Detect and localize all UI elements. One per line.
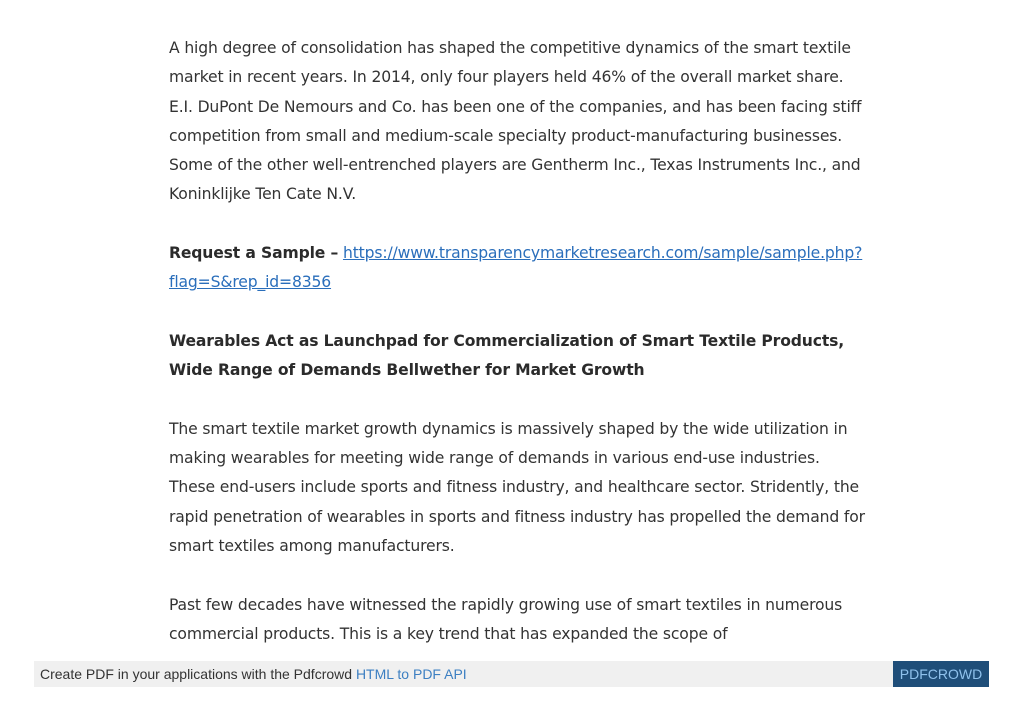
request-sample-link[interactable]: https://www.transparencymarketresearch.com/sample/sample.php?flag=S&rep_id=8356 bbox=[169, 244, 863, 292]
paragraph-wearables: The smart textile market growth dynamics is massively shaped by the wide utilization in making wearables for meeting wide range of demands in various end-use industries. These end-users include sports and fitness industry, and healthcare sector. Stridently, the rapid penetration of wearables in sports and fitness industry has propelled the demand for smart textiles among manufacturers. bbox=[169, 419, 865, 556]
footer-api-link[interactable]: HTML to PDF API bbox=[355, 666, 467, 682]
article-body bbox=[169, 34, 869, 679]
pdfcrowd-brand-button[interactable]: PDFCROWD bbox=[893, 661, 989, 687]
footer-text bbox=[40, 661, 467, 687]
section-heading: Wearables Act as Launchpad for Commercialization of Smart Textile Products, Wide Range of Demands Bellwether for Market Growth bbox=[169, 331, 845, 380]
request-sample-line bbox=[169, 239, 869, 298]
paragraph-consolidation: A high degree of consolidation has shaped the competitive dynamics of the smart textile market in recent years. In 2014, only four players held 46% of the overall market share. E.I. DuPont De Nemours and Co. has been one of the companies, and has been facing stiff competition from small and medium-scale specialty product-manufacturing businesses. Some of the other well-entrenched players are Gentherm Inc., Texas Instruments Inc., and Koninklijke Ten Cate N.V. bbox=[169, 39, 862, 204]
pdfcrowd-footer bbox=[34, 661, 989, 687]
paragraph-past-decades: Past few decades have witnessed the rapidly growing use of smart textiles in numerous commercial products. This is a key trend that has expanded the scope of bbox=[169, 595, 843, 643]
footer-caption: Create PDF in your applications with the Pdfcrowd bbox=[40, 666, 353, 682]
request-sample-label: Request a Sample – bbox=[169, 244, 339, 263]
